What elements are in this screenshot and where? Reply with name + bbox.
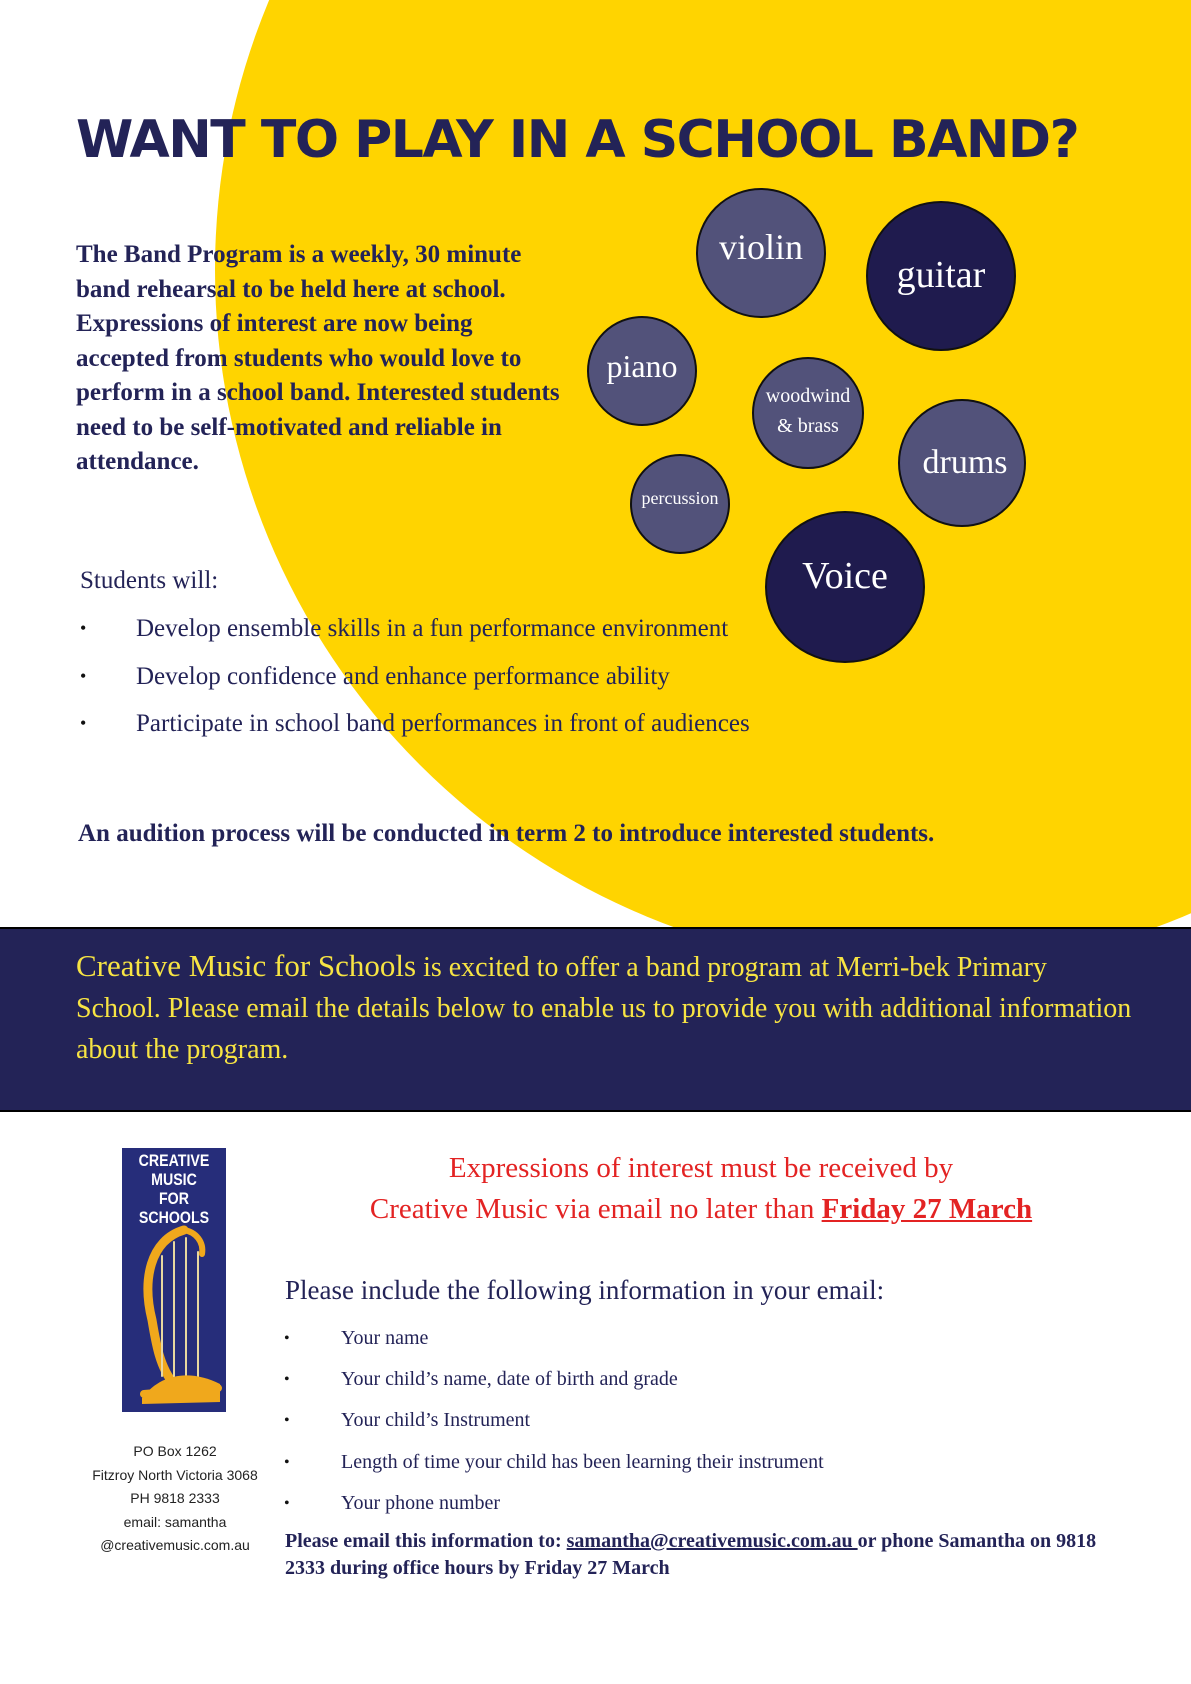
logo-line: MUSIC <box>151 1171 197 1189</box>
bubble-woodwind-label <box>766 384 850 438</box>
logo-line: SCHOOLS <box>138 1209 210 1227</box>
contact-instructions <box>285 1528 1125 1582</box>
postal-address <box>82 1440 268 1558</box>
headline: WANT TO PLAY IN A SCHOOL BAND? <box>76 110 1079 170</box>
bubble-drums-label: drums <box>922 443 1008 481</box>
bubble-percussion <box>630 454 730 554</box>
list-item: • Your child’s Instrument <box>284 1400 824 1441</box>
email-line: @creativemusic.com.au <box>100 1537 250 1553</box>
woodwind-line: woodwind <box>765 385 851 407</box>
bubble-voice <box>765 511 925 663</box>
phone-number: PH 9818 2333 <box>130 1490 220 1506</box>
brass-line: & brass <box>777 415 839 437</box>
list-item: • Your name <box>284 1318 824 1359</box>
deadline-date: Friday 27 March <box>821 1193 1033 1225</box>
deadline-line: Creative Music via email no later than <box>369 1193 822 1225</box>
bubble-piano-label: piano <box>606 347 678 384</box>
banner-text <box>76 945 1136 1070</box>
list-item: • Your child’s name, date of birth and grade <box>284 1359 824 1400</box>
bubble-violin <box>696 188 826 318</box>
list-item: • Develop ensemble skills in a fun performance environment <box>80 605 750 653</box>
logo-line: FOR <box>159 1190 189 1208</box>
include-info-title: Please include the following information in your email: <box>285 1275 885 1305</box>
contact-prefix: Please email this information to: <box>285 1530 567 1552</box>
list-item: • Participate in school band performances in front of audiences <box>80 700 750 748</box>
logo-line: CREATIVE <box>138 1152 210 1170</box>
organization-name: Creative Music for Schools <box>76 948 417 983</box>
students-will-title: Students will: <box>80 567 219 594</box>
creative-music-logo <box>122 1148 226 1412</box>
deadline-notice <box>296 1148 1106 1230</box>
email-line: email: samantha <box>123 1513 227 1530</box>
audition-notice: An audition process will be conducted in term 2 to introduce interested students. <box>78 820 935 847</box>
bubble-piano <box>587 316 697 426</box>
intro-paragraph: The Band Program is a weekly, 30 minute band rehearsal to be held here at school. Expressions of interest are now being accepted from students who would love to perform in a school band. Interested students need to be self-motivated and reliable in attendance. <box>76 241 560 475</box>
deadline-line: Expressions of interest must be received by <box>448 1152 954 1184</box>
bubble-guitar-label: guitar <box>896 254 986 297</box>
bubble-voice-label: Voice <box>802 555 888 598</box>
list-item: • Develop confidence and enhance performance ability <box>80 653 750 701</box>
address-line: Fitzroy North Victoria 3068 <box>92 1466 258 1483</box>
bubble-violin-label: violin <box>718 227 803 268</box>
band-program-banner <box>0 927 1191 1112</box>
list-item: • Length of time your child has been learning their instrument <box>284 1442 824 1483</box>
list-item: • Your phone number <box>284 1483 824 1524</box>
required-info-list <box>284 1318 824 1524</box>
email-link[interactable]: samantha@creativemusic.com.au <box>566 1530 858 1552</box>
bubble-drums <box>898 399 1026 527</box>
banner-body: is excited to offer a band program at Merri-bek Primary School. Please email the details below to enable us to provide you with additional information about the program. <box>76 952 1132 1065</box>
address-line: PO Box 1262 <box>133 1443 217 1459</box>
logo-wordmark <box>129 1152 218 1228</box>
bubble-woodwind-brass <box>752 357 864 469</box>
contact-suffix: or phone Samantha on 9818 2333 during office hours by Friday 27 March <box>285 1530 1097 1579</box>
benefits-list <box>80 605 750 748</box>
bubble-percussion-label: percussion <box>641 488 719 509</box>
bubble-guitar <box>866 201 1016 351</box>
